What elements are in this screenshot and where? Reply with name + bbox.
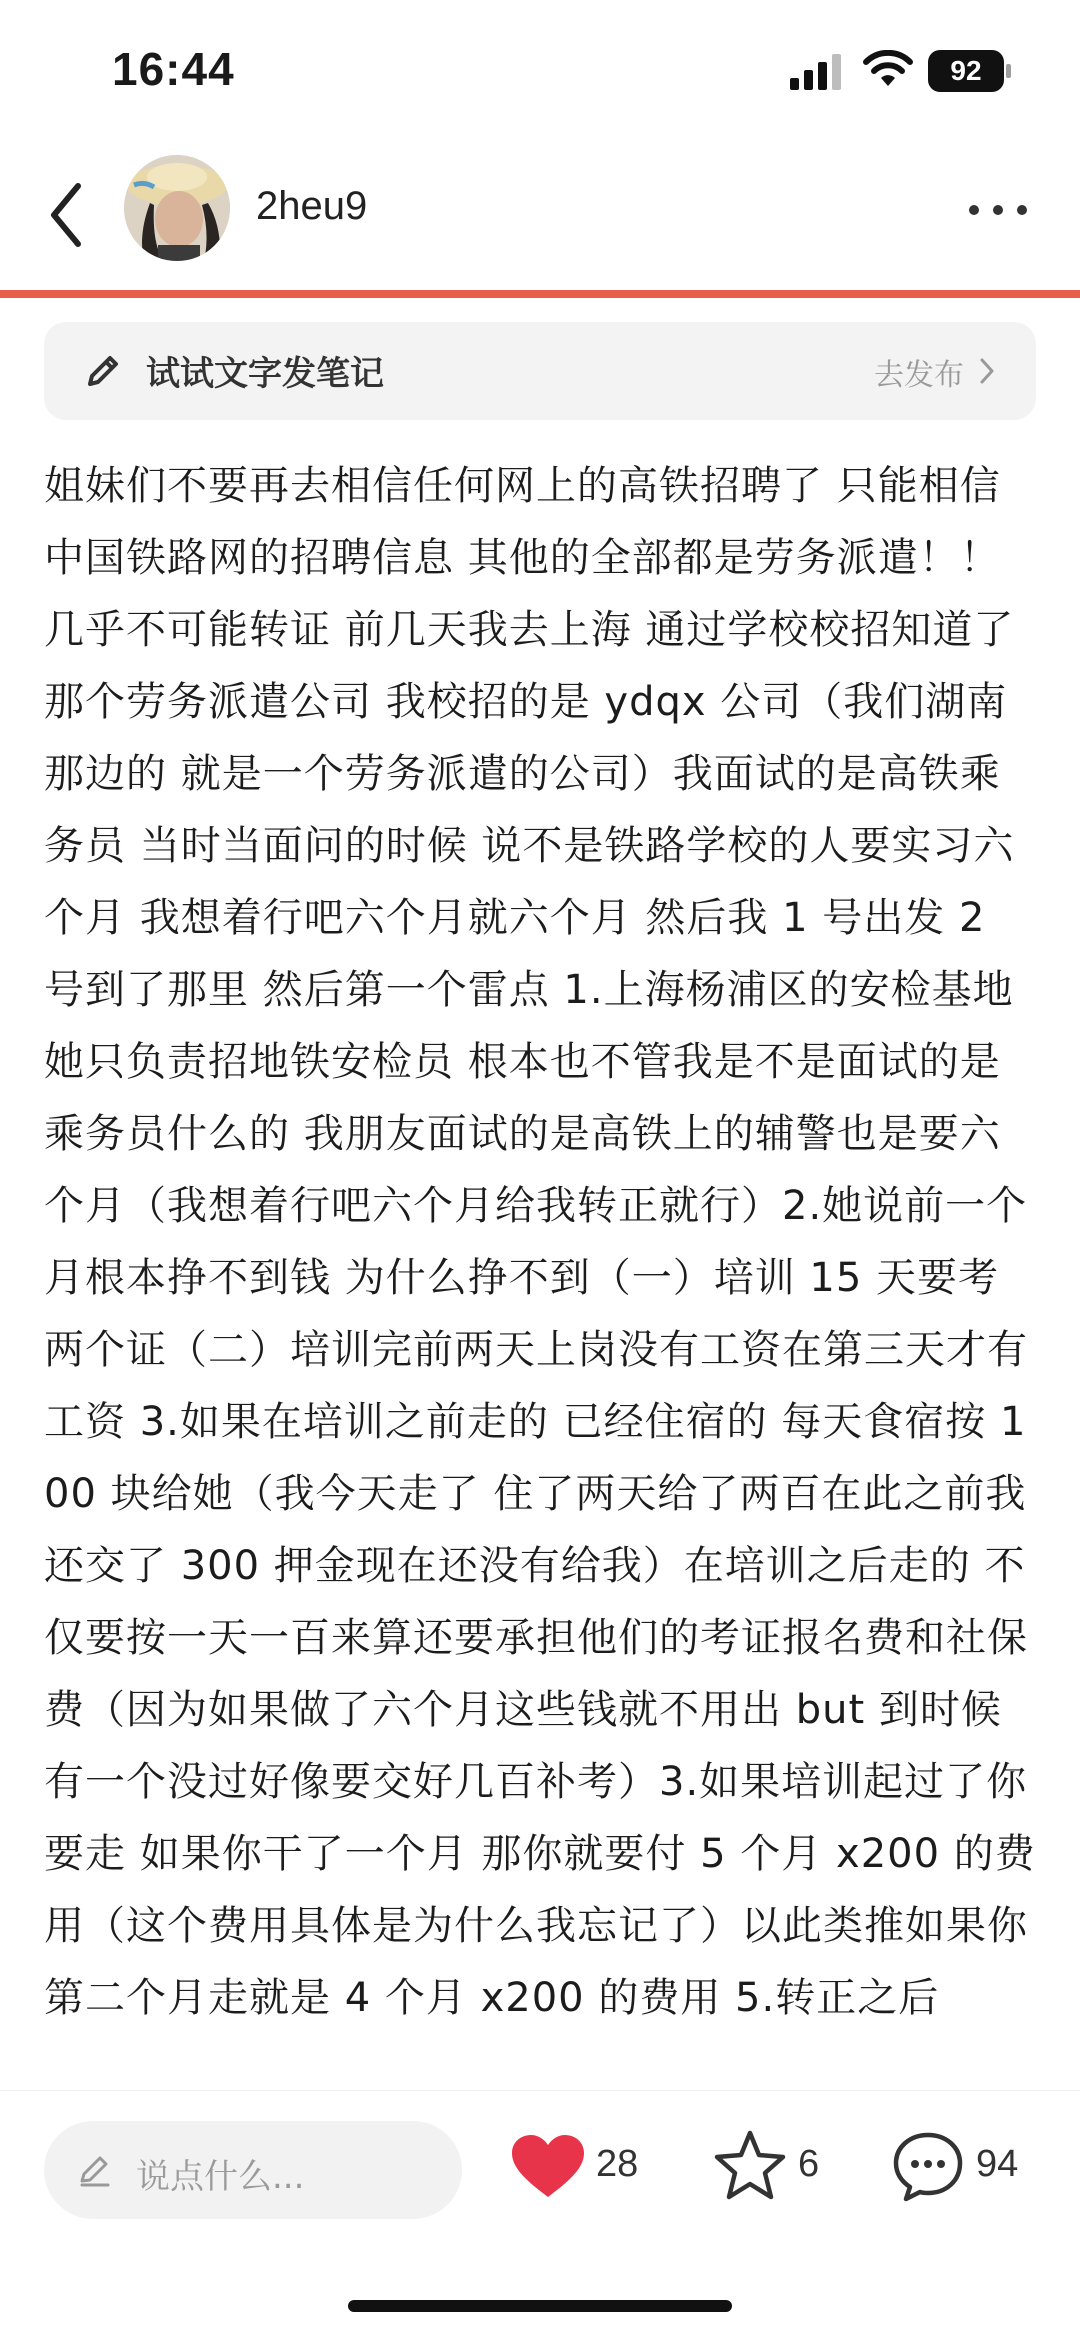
header-accent-divider [0, 290, 1080, 298]
status-bar [0, 0, 1080, 140]
battery-level: 92 [950, 55, 982, 86]
text-note-promo-banner[interactable] [44, 322, 1036, 420]
collect-count: 6 [798, 2143, 820, 2185]
pencil-icon [82, 350, 124, 392]
comment-placeholder: 说点什么... [136, 2157, 305, 2197]
like-count: 28 [596, 2143, 639, 2185]
avatar-image [124, 155, 230, 261]
cellular-signal-icon [788, 52, 844, 92]
publish-link[interactable]: 去发布 [874, 358, 964, 393]
pencil-icon [76, 2151, 114, 2189]
promo-text: 试试文字发笔记 [146, 354, 384, 394]
heart-icon[interactable] [510, 2133, 586, 2201]
star-icon[interactable] [712, 2129, 788, 2203]
home-indicator[interactable] [348, 2300, 732, 2312]
chevron-right-icon [978, 356, 996, 386]
comment-input[interactable] [44, 2121, 462, 2219]
back-arrow-icon[interactable] [44, 180, 88, 250]
status-time: 16:44 [112, 43, 235, 95]
post-body-text: 姐妹们不要再去相信任何网上的高铁招聘了 只能相信中国铁路网的招聘信息 其他的全部都是劳务派遣！！ 几乎不可能转证 前几天我去上海 通过学校校招知道了那个劳务派遣公司 我校招的是 ydqx 公司（我们湖南那边的 就是一个劳务派遣的公司）我面试的是高铁乘务员 当时当面问的时候 说不是铁路学校的人要实习六个月 我想着行吧六个月就六个月 然后我 1 号出发 2 号到了那里 然后第一个雷点 1.上海杨浦区的安检基地 她只负责招地铁安检员 根本也不管我是不是面试的是乘务员什么的 我朋友面试的是高铁上的辅警也是要六个月（我想着行吧六个月给我转正就行）2.她说前一个月根本挣不到钱 为什么挣不到（一）培训 15 天要考两个证（二）培训完前两天上岗没有工资在第三天才有工资 3.如果在培训之前走的 已经住宿的 每天食宿按 100 块给她（我今天走了 住了两天给了两百在此之前我还交了 300 押金现在还没有给我）在培训之后走的 不仅要按一天一百来算还要承担他们的考证报名费和社保费（因为如果做了六个月这些钱就不用出 but 到时候有一个没过好像要交好几百补考）3.如果培训起过了你要走 如果你干了一个月 那你就要付 5 个月 x200 的费用（这个费用具体是为什么我忘记了）以此类推如果你第二个月走就是 4 个月 x200 的费用 5.转正之后 [44, 463, 1036, 2021]
comment-count: 94 [976, 2143, 1019, 2185]
post-header [0, 140, 1080, 290]
comment-bubble-icon[interactable] [890, 2129, 966, 2205]
wifi-icon [862, 50, 914, 90]
more-options-icon[interactable] [966, 198, 1030, 222]
username[interactable]: 2heu9 [256, 184, 368, 228]
avatar[interactable] [124, 155, 230, 261]
